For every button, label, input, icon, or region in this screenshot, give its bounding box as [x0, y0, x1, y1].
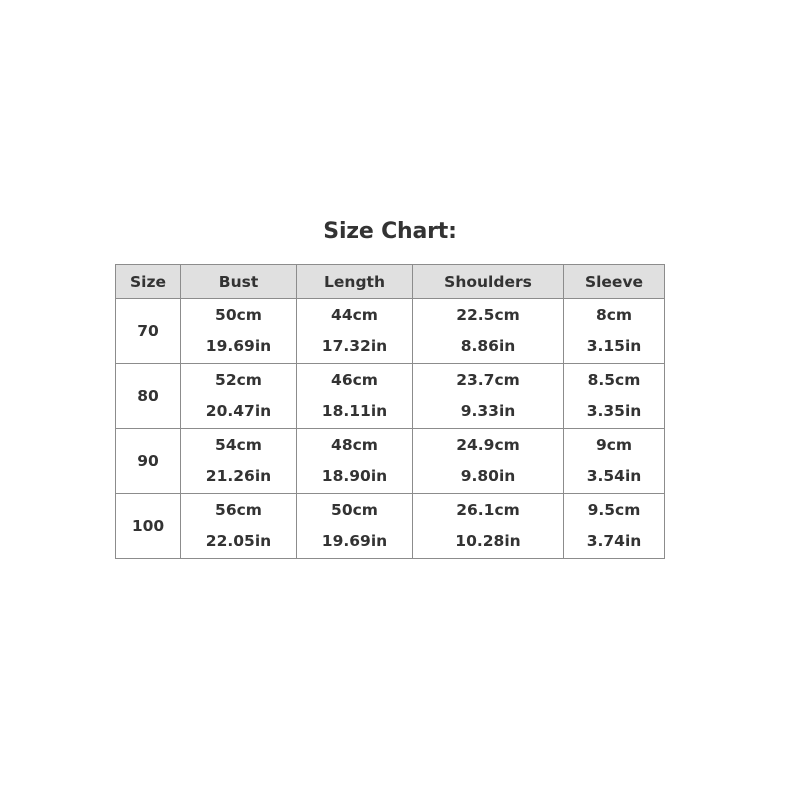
- sleeve-in: 3.15in: [586, 337, 642, 355]
- shoulders-in: 9.80in: [460, 467, 516, 485]
- length-cm: 48cm: [331, 436, 378, 454]
- bust-cm: 52cm: [215, 371, 262, 389]
- size-chart-table: [115, 264, 665, 559]
- shoulders-cm: 23.7cm: [456, 371, 520, 389]
- length-cm: 44cm: [331, 306, 378, 324]
- page-title: Size Chart:: [323, 219, 457, 244]
- cell-length: [297, 299, 413, 364]
- table-row: [116, 299, 665, 364]
- cell-sleeve: [564, 494, 665, 559]
- length-in: 18.11in: [321, 402, 388, 420]
- length-cm: 46cm: [331, 371, 378, 389]
- cell-size: 80: [116, 364, 181, 429]
- header-length: Length: [297, 265, 413, 299]
- table-header-row: [116, 265, 665, 299]
- cell-length: [297, 364, 413, 429]
- cell-shoulders: [413, 299, 564, 364]
- cell-sleeve: [564, 364, 665, 429]
- bust-in: 22.05in: [205, 532, 272, 550]
- cell-size: 90: [116, 429, 181, 494]
- shoulders-cm: 24.9cm: [456, 436, 520, 454]
- bust-in: 20.47in: [205, 402, 272, 420]
- cell-size: 100: [116, 494, 181, 559]
- header-shoulders: Shoulders: [413, 265, 564, 299]
- length-cm: 50cm: [331, 501, 378, 519]
- shoulders-cm: 26.1cm: [456, 501, 520, 519]
- cell-shoulders: [413, 429, 564, 494]
- header-bust: Bust: [181, 265, 297, 299]
- header-sleeve: Sleeve: [564, 265, 665, 299]
- length-in: 17.32in: [321, 337, 388, 355]
- cell-size: 70: [116, 299, 181, 364]
- sleeve-cm: 9.5cm: [587, 501, 641, 519]
- header-size: Size: [116, 265, 181, 299]
- bust-in: 21.26in: [205, 467, 272, 485]
- cell-length: [297, 494, 413, 559]
- table-row: [116, 429, 665, 494]
- sleeve-cm: 8.5cm: [587, 371, 641, 389]
- cell-length: [297, 429, 413, 494]
- bust-in: 19.69in: [205, 337, 272, 355]
- cell-shoulders: [413, 364, 564, 429]
- bust-cm: 56cm: [215, 501, 262, 519]
- sleeve-in: 3.74in: [586, 532, 642, 550]
- sleeve-in: 3.54in: [586, 467, 642, 485]
- cell-bust: [181, 429, 297, 494]
- cell-bust: [181, 364, 297, 429]
- cell-bust: [181, 494, 297, 559]
- cell-shoulders: [413, 494, 564, 559]
- sleeve-cm: 9cm: [595, 436, 633, 454]
- cell-sleeve: [564, 299, 665, 364]
- shoulders-in: 10.28in: [455, 532, 521, 550]
- table-row: [116, 494, 665, 559]
- bust-cm: 54cm: [215, 436, 262, 454]
- length-in: 18.90in: [321, 467, 388, 485]
- shoulders-cm: 22.5cm: [456, 306, 520, 324]
- cell-sleeve: [564, 429, 665, 494]
- table-row: [116, 364, 665, 429]
- sleeve-in: 3.35in: [586, 402, 642, 420]
- bust-cm: 50cm: [215, 306, 262, 324]
- cell-bust: [181, 299, 297, 364]
- sleeve-cm: 8cm: [595, 306, 633, 324]
- length-in: 19.69in: [321, 532, 388, 550]
- shoulders-in: 9.33in: [460, 402, 516, 420]
- shoulders-in: 8.86in: [460, 337, 516, 355]
